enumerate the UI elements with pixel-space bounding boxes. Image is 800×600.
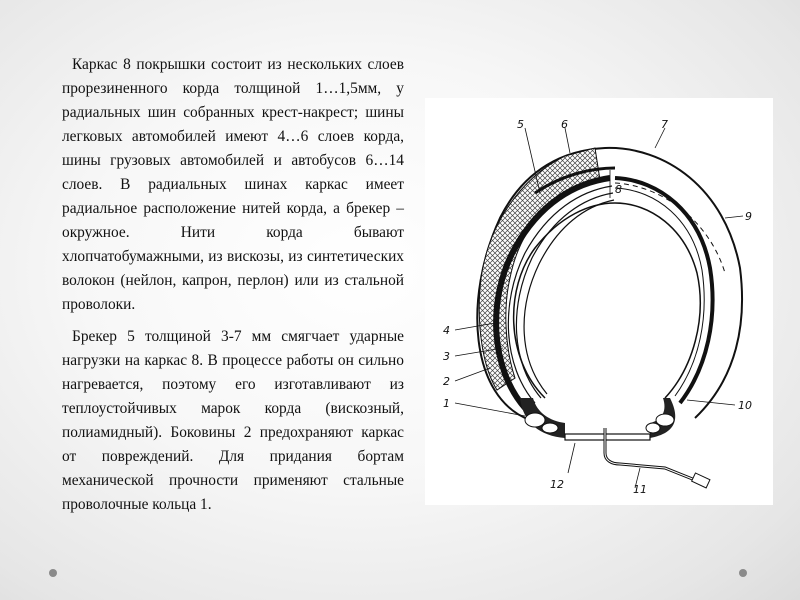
- inner-tube: [514, 203, 701, 398]
- paragraph-breaker: Брекер 5 толщиной 3-7 мм смягчает ударные нагрузки на каркас 8. В процессе работы он сильно нагревается, поэтому его изготавливают из теплоустойчивых марок корда (вискозный, полиамидный). Боковины 2 предохраняют каркас от повреждений. Для придания бортам механической прочности применяют стальные проволочные кольца 1.: [62, 328, 404, 513]
- callout-11: 11: [633, 483, 647, 496]
- callout-3: 3: [443, 350, 450, 363]
- valve-cap: [692, 473, 710, 488]
- tire-cross-section-figure: [425, 98, 773, 505]
- callout-5: 5: [517, 118, 524, 131]
- prev-slide-dot-icon[interactable]: [49, 569, 57, 577]
- callout-4: 4: [443, 324, 450, 337]
- next-slide-dot-icon[interactable]: [739, 569, 747, 577]
- paragraph-carcass: Каркас 8 покрышки состоит из нескольких слоев прорезиненного корда толщиной 1…1,5мм, у радиальных шин собранных крест-накрест; шины легковых автомобилей имеют 4…6 слоев корда, шины грузовых автомобилей и автобусов 6…14 слоев. В радиальных шинах каркас имеет радиальное расположение нитей корда, а брекер – окружное. Нити корда бывают хлопчатобумажными, из вискозы, из синтетических волокон (нейлон, капрон, перлон) или из стальной проволоки.: [62, 56, 404, 313]
- tire-diagram: [425, 98, 773, 505]
- callout-10: 10: [738, 399, 752, 412]
- text-block: [62, 53, 404, 525]
- bead-left: [520, 398, 565, 438]
- callout-7: 7: [661, 118, 668, 131]
- rim-flap: [565, 434, 650, 440]
- callout-12: 12: [550, 478, 564, 491]
- callout-9: 9: [745, 210, 752, 223]
- bead-right: [646, 398, 675, 438]
- callout-2: 2: [443, 375, 450, 388]
- callout-8: 8: [615, 183, 622, 196]
- callout-6: 6: [561, 118, 568, 131]
- callout-1: 1: [443, 397, 450, 410]
